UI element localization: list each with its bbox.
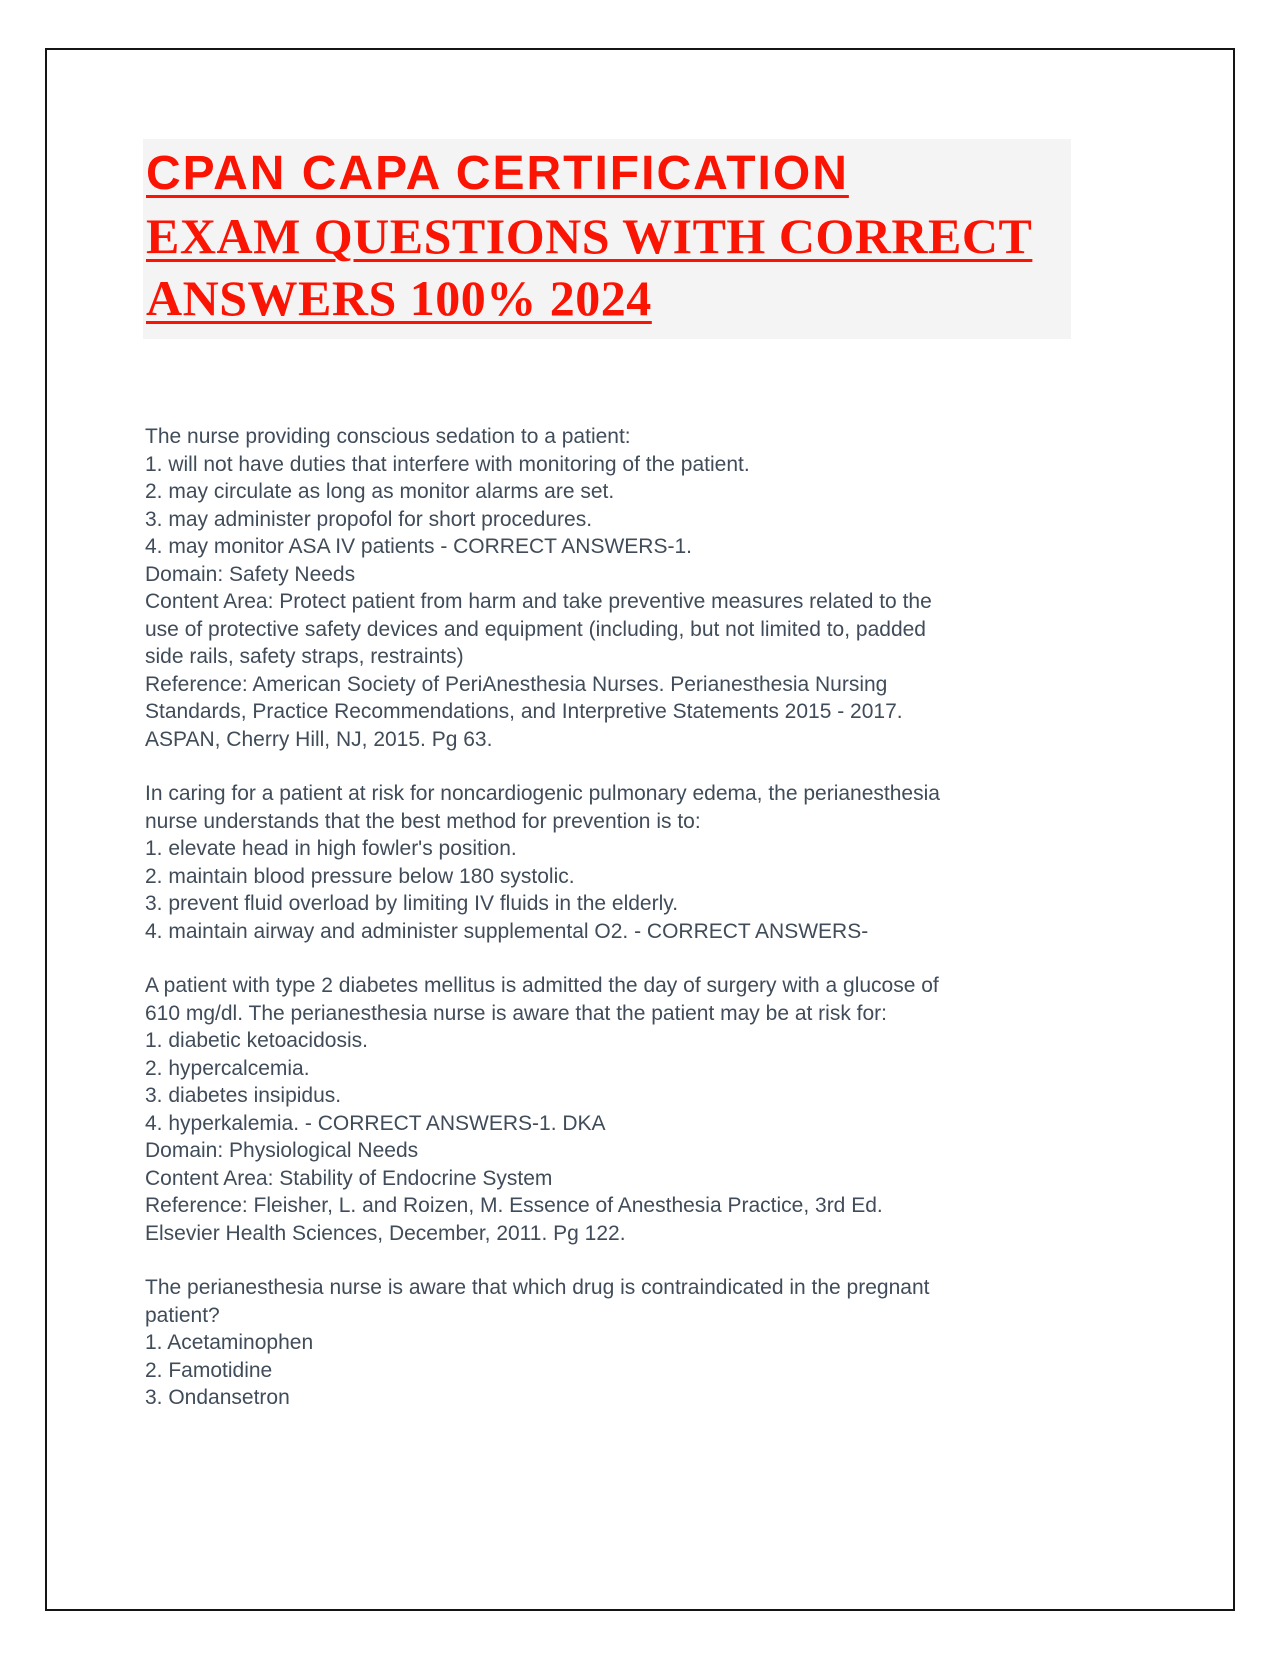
text-line: 2. Famotidine — [145, 1358, 273, 1382]
text-line: A patient with type 2 diabetes mellitus is admitted the day of surgery with a glucose of — [145, 974, 939, 997]
text-line: Standards, Practice Recommendations, and Interpretive Statements 2015 - 2017. — [145, 700, 903, 723]
text-line: use of protective safety devices and equipment (including, but not limited to, padded — [145, 617, 926, 641]
title-line-2: EXAM QUESTIONS WITH CORRECT — [146, 208, 1033, 264]
text-line: nurse understands that the best method for prevention is to: — [145, 809, 701, 833]
text-line: 3. prevent fluid overload by limiting IV fluids in the elderly. — [145, 892, 679, 915]
text-line: side rails, safety straps, restraints) — [145, 645, 464, 668]
title-line-1: CPAN CAPA CERTIFICATION — [146, 147, 849, 200]
text-line: Domain: Physiological Needs — [145, 1139, 419, 1162]
paragraph — [145, 780, 1150, 945]
paragraph — [145, 1274, 1150, 1412]
text-line: Reference: American Society of PeriAnesthesia Nurses. Perianesthesia Nursing — [145, 672, 888, 696]
text-line: 3. diabetes insipidus. — [145, 1084, 342, 1107]
text-line: Elsevier Health Sciences, December, 2011. Pg 122. — [145, 1221, 626, 1245]
text-line: 1. diabetic ketoacidosis. — [145, 1029, 368, 1052]
text-line: patient? — [145, 1303, 220, 1327]
title-line-3: ANSWERS 100% 2024 — [146, 270, 652, 326]
text-line: 2. may circulate as long as monitor alarms are set. — [145, 480, 615, 503]
text-line: 3. Ondansetron — [145, 1386, 290, 1409]
text-line: Content Area: Protect patient from harm and take preventive measures related to the — [145, 590, 932, 613]
text-line: The nurse providing conscious sedation to a patient: — [145, 425, 631, 448]
text-line: 2. hypercalcemia. — [145, 1056, 310, 1080]
text-line: 4. may monitor ASA IV patients - CORRECT ANSWERS-1. — [145, 535, 692, 558]
paragraph — [145, 423, 1150, 753]
text-line: 1. Acetaminophen — [145, 1331, 314, 1354]
document-body — [145, 423, 1150, 1439]
text-line: 4. maintain airway and administer supplemental O2. - CORRECT ANSWERS- — [145, 919, 869, 943]
text-line: The perianesthesia nurse is aware that which drug is contraindicated in the pregnant — [145, 1276, 930, 1299]
text-line: Domain: Safety Needs — [145, 562, 356, 586]
document-title — [143, 139, 1071, 339]
text-line: 1. elevate head in high fowler's position. — [145, 837, 517, 860]
text-line: 1. will not have duties that interfere with monitoring of the patient. — [145, 452, 750, 476]
text-line: Content Area: Stability of Endocrine System — [145, 1166, 553, 1190]
text-line: 4. hyperkalemia. - CORRECT ANSWERS-1. DKA — [145, 1111, 606, 1135]
text-line: ASPAN, Cherry Hill, NJ, 2015. Pg 63. — [145, 727, 493, 751]
text-line: 2. maintain blood pressure below 180 systolic. — [145, 864, 575, 888]
text-line: In caring for a patient at risk for noncardiogenic pulmonary edema, the perianesthesia — [145, 782, 940, 805]
text-line: 3. may administer propofol for short procedures. — [145, 507, 593, 531]
text-line: Reference: Fleisher, L. and Roizen, M. Essence of Anesthesia Practice, 3rd Ed. — [145, 1194, 883, 1217]
text-line: 610 mg/dl. The perianesthesia nurse is aware that the patient may be at risk for: — [145, 1001, 888, 1025]
paragraph — [145, 972, 1150, 1247]
